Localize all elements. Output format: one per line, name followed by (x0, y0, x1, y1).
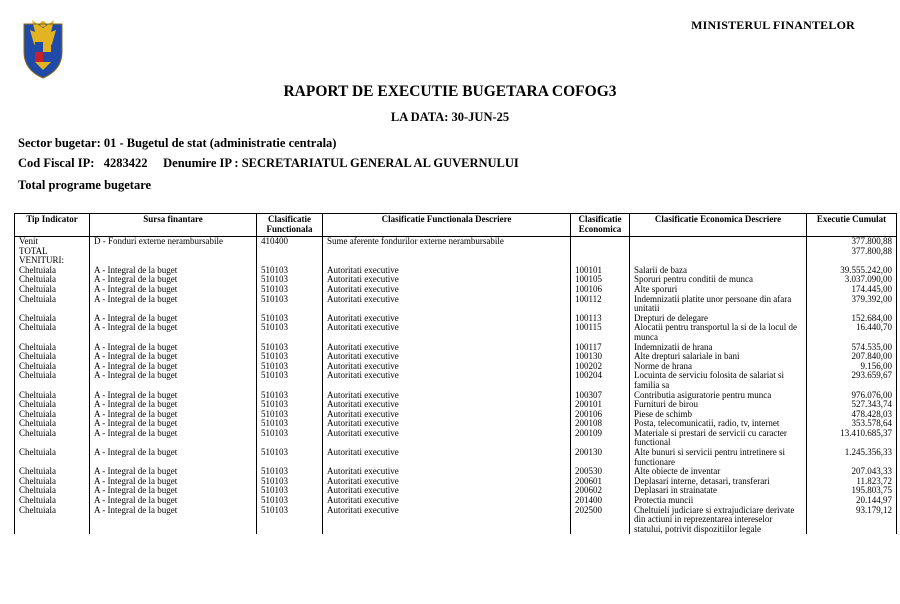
clasificatie-economica-cell: 100202 (571, 362, 630, 372)
table-row (15, 429, 897, 448)
table-row (15, 275, 897, 285)
table-row (15, 237, 897, 247)
column-header: Tip Indicator (15, 214, 90, 237)
functionala-descriere-cell: Autoritati executive (323, 506, 571, 535)
executie-cumulat-cell: 207.043,33 (807, 467, 897, 477)
functionala-descriere-cell: Autoritati executive (323, 429, 571, 448)
executie-cumulat-cell: 174.445,00 (807, 285, 897, 295)
tip-indicator-cell: Cheltuiala (15, 352, 90, 362)
executie-cumulat-cell: 377.800,88 (807, 237, 897, 247)
sursa-finantare-cell: A - Integral de la buget (90, 448, 257, 467)
total-programe: Total programe bugetare (18, 178, 152, 192)
tip-indicator-cell: Cheltuiala (15, 275, 90, 285)
executie-cumulat-cell: 13.410.685,37 (807, 429, 897, 448)
functionala-descriere-cell (323, 247, 571, 266)
report-title: RAPORT DE EXECUTIE BUGETARA COFOG3 (283, 83, 617, 100)
clasificatie-economica-cell: 201400 (571, 496, 630, 506)
economica-descriere-cell: Indemnizatii de hrana (630, 343, 807, 353)
table-row (15, 285, 897, 295)
sector-bugetar: Sector bugetar: 01 - Bugetul de stat (administratie centrala) (18, 136, 337, 150)
economica-descriere-cell: Alocatii pentru transportul la si de la locul de munca (630, 323, 807, 342)
sursa-finantare-cell: A - Integral de la buget (90, 275, 257, 285)
tip-indicator-cell: Cheltuiala (15, 323, 90, 342)
functionala-descriere-cell: Autoritati executive (323, 477, 571, 487)
clasificatie-economica-cell: 200101 (571, 400, 630, 410)
clasificatie-functionala-cell: 510103 (257, 506, 323, 535)
clasificatie-economica-cell: 200530 (571, 467, 630, 477)
functionala-descriere-cell: Autoritati executive (323, 371, 571, 390)
economica-descriere-cell (630, 237, 807, 247)
sursa-finantare-cell: A - Integral de la buget (90, 352, 257, 362)
clasificatie-economica-cell: 100204 (571, 371, 630, 390)
economica-descriere-cell: Piese de schimb (630, 410, 807, 420)
table-row (15, 266, 897, 276)
clasificatie-functionala-cell: 510103 (257, 362, 323, 372)
clasificatie-functionala-cell: 510103 (257, 486, 323, 496)
column-header: Clasificatie Functionala Descriere (323, 214, 571, 237)
tip-indicator-cell: Cheltuiala (15, 410, 90, 420)
column-header: Clasificatie Economica (571, 214, 630, 237)
tip-indicator-cell: Cheltuiala (15, 429, 90, 448)
functionala-descriere-cell: Autoritati executive (323, 391, 571, 401)
table-row (15, 362, 897, 372)
tip-indicator-cell: Cheltuiala (15, 362, 90, 372)
clasificatie-functionala-cell: 510103 (257, 275, 323, 285)
functionala-descriere-cell: Autoritati executive (323, 419, 571, 429)
clasificatie-economica-cell: 100307 (571, 391, 630, 401)
tip-indicator-cell: Cheltuiala (15, 400, 90, 410)
functionala-descriere-cell: Autoritati executive (323, 352, 571, 362)
sursa-finantare-cell: A - Integral de la buget (90, 371, 257, 390)
economica-descriere-cell: Deplasari interne, detasari, transferari (630, 477, 807, 487)
executie-cumulat-cell: 39.555.242,00 (807, 266, 897, 276)
column-header: Clasificatie Functionala (257, 214, 323, 237)
economica-descriere-cell: Locuinta de serviciu folosita de salariat si familia sa (630, 371, 807, 390)
clasificatie-economica-cell: 200108 (571, 419, 630, 429)
clasificatie-economica-cell: 200602 (571, 486, 630, 496)
tip-indicator-cell: Cheltuiala (15, 486, 90, 496)
tip-indicator-cell: Cheltuiala (15, 314, 90, 324)
clasificatie-economica-cell: 100113 (571, 314, 630, 324)
budget-execution-table (14, 213, 897, 534)
sursa-finantare-cell: A - Integral de la buget (90, 285, 257, 295)
executie-cumulat-cell: 207.840,00 (807, 352, 897, 362)
table-row (15, 419, 897, 429)
sursa-finantare-cell: A - Integral de la buget (90, 419, 257, 429)
economica-descriere-cell: Norme de hrana (630, 362, 807, 372)
cod-fiscal-label: Cod Fiscal IP: (18, 156, 95, 170)
sursa-finantare-cell: A - Integral de la buget (90, 391, 257, 401)
functionala-descriere-cell: Autoritati executive (323, 400, 571, 410)
tip-indicator-cell: Cheltuiala (15, 419, 90, 429)
table-row (15, 295, 897, 314)
clasificatie-functionala-cell: 510103 (257, 496, 323, 506)
tip-indicator-cell: Cheltuiala (15, 295, 90, 314)
functionala-descriere-cell: Autoritati executive (323, 323, 571, 342)
clasificatie-economica-cell: 200106 (571, 410, 630, 420)
column-header: Executie Cumulat (807, 214, 897, 237)
sursa-finantare-cell: D - Fonduri externe nerambursabile (90, 237, 257, 247)
table-row (15, 352, 897, 362)
clasificatie-economica-cell: 100101 (571, 266, 630, 276)
clasificatie-functionala-cell (257, 247, 323, 266)
sursa-finantare-cell: A - Integral de la buget (90, 467, 257, 477)
tip-indicator-cell: Cheltuiala (15, 467, 90, 477)
executie-cumulat-cell: 377.800,88 (807, 247, 897, 266)
clasificatie-functionala-cell: 510103 (257, 371, 323, 390)
table-row (15, 323, 897, 342)
sursa-finantare-cell: A - Integral de la buget (90, 266, 257, 276)
economica-descriere-cell: Protectia muncii (630, 496, 807, 506)
table-row (15, 247, 897, 266)
sursa-finantare-cell: A - Integral de la buget (90, 295, 257, 314)
executie-cumulat-cell: 574.535,00 (807, 343, 897, 353)
clasificatie-economica-cell: 100115 (571, 323, 630, 342)
clasificatie-functionala-cell: 510103 (257, 429, 323, 448)
economica-descriere-cell (630, 247, 807, 266)
clasificatie-functionala-cell: 510103 (257, 314, 323, 324)
economica-descriere-cell: Posta, telecomunicatii, radio, tv, internet (630, 419, 807, 429)
cod-fiscal-value: 4283422 (103, 156, 148, 170)
clasificatie-functionala-cell: 510103 (257, 467, 323, 477)
executie-cumulat-cell: 195.803,75 (807, 486, 897, 496)
ministry-name: MINISTERUL FINANTELOR (691, 18, 855, 32)
clasificatie-functionala-cell: 510103 (257, 285, 323, 295)
tip-indicator-cell: Cheltuiala (15, 266, 90, 276)
table-row (15, 506, 897, 535)
functionala-descriere-cell: Sume aferente fondurilor externe nerambursabile (323, 237, 571, 247)
clasificatie-economica-cell: 100130 (571, 352, 630, 362)
clasificatie-functionala-cell: 510103 (257, 448, 323, 467)
tip-indicator-cell: Cheltuiala (15, 391, 90, 401)
table-row (15, 448, 897, 467)
tip-indicator-cell: Cheltuiala (15, 496, 90, 506)
economica-descriere-cell: Sporuri pentru conditii de munca (630, 275, 807, 285)
clasificatie-economica-cell: 100105 (571, 275, 630, 285)
tip-indicator-cell: Cheltuiala (15, 343, 90, 353)
column-header: Sursa finantare (90, 214, 257, 237)
tip-indicator-cell: Cheltuiala (15, 448, 90, 467)
economica-descriere-cell: Furnituri de birou (630, 400, 807, 410)
functionala-descriere-cell: Autoritati executive (323, 486, 571, 496)
economica-descriere-cell: Drepturi de delegare (630, 314, 807, 324)
sursa-finantare-cell: A - Integral de la buget (90, 496, 257, 506)
tip-indicator-cell: Cheltuiala (15, 477, 90, 487)
sursa-finantare-cell: A - Integral de la buget (90, 314, 257, 324)
functionala-descriere-cell: Autoritati executive (323, 496, 571, 506)
clasificatie-functionala-cell: 510103 (257, 400, 323, 410)
executie-cumulat-cell: 1.245.356,33 (807, 448, 897, 467)
executie-cumulat-cell: 3.037.090,00 (807, 275, 897, 285)
sursa-finantare-cell: A - Integral de la buget (90, 506, 257, 535)
tip-indicator-cell: Cheltuiala (15, 506, 90, 535)
clasificatie-functionala-cell: 510103 (257, 410, 323, 420)
sursa-finantare-cell: A - Integral de la buget (90, 477, 257, 487)
economica-descriere-cell: Alte obiecte de inventar (630, 467, 807, 477)
table-row (15, 343, 897, 353)
clasificatie-economica-cell: 100106 (571, 285, 630, 295)
clasificatie-economica-cell (571, 247, 630, 266)
clasificatie-functionala-cell: 510103 (257, 419, 323, 429)
functionala-descriere-cell: Autoritati executive (323, 362, 571, 372)
functionala-descriere-cell: Autoritati executive (323, 410, 571, 420)
economica-descriere-cell: Alte bunuri si servicii pentru intretinere si functionare (630, 448, 807, 467)
clasificatie-economica-cell (571, 237, 630, 247)
clasificatie-functionala-cell: 510103 (257, 477, 323, 487)
table-row (15, 371, 897, 390)
tip-indicator-cell: Venit (15, 237, 90, 247)
tip-indicator-cell: TOTAL VENITURI: (15, 247, 90, 266)
table-row (15, 391, 897, 401)
clasificatie-economica-cell: 100117 (571, 343, 630, 353)
denumire-label: Denumire IP : (163, 156, 239, 170)
executie-cumulat-cell: 379.392,00 (807, 295, 897, 314)
table-header-row (15, 214, 897, 237)
clasificatie-economica-cell: 200130 (571, 448, 630, 467)
tip-indicator-cell: Cheltuiala (15, 285, 90, 295)
clasificatie-functionala-cell: 510103 (257, 352, 323, 362)
clasificatie-functionala-cell: 510103 (257, 323, 323, 342)
sursa-finantare-cell: A - Integral de la buget (90, 429, 257, 448)
cod-fiscal-line (18, 156, 519, 171)
clasificatie-economica-cell: 100112 (571, 295, 630, 314)
functionala-descriere-cell: Autoritati executive (323, 467, 571, 477)
functionala-descriere-cell: Autoritati executive (323, 314, 571, 324)
functionala-descriere-cell: Autoritati executive (323, 266, 571, 276)
table-row (15, 486, 897, 496)
column-header: Clasificatie Economica Descriere (630, 214, 807, 237)
functionala-descriere-cell: Autoritati executive (323, 448, 571, 467)
sursa-finantare-cell: A - Integral de la buget (90, 343, 257, 353)
clasificatie-functionala-cell: 410400 (257, 237, 323, 247)
table-row (15, 496, 897, 506)
executie-cumulat-cell: 93.179,12 (807, 506, 897, 535)
executie-cumulat-cell: 11.823,72 (807, 477, 897, 487)
sursa-finantare-cell: A - Integral de la buget (90, 400, 257, 410)
functionala-descriere-cell: Autoritati executive (323, 295, 571, 314)
economica-descriere-cell: Alte sporuri (630, 285, 807, 295)
economica-descriere-cell: Materiale si prestari de servicii cu caracter functional (630, 429, 807, 448)
economica-descriere-cell: Contributia asiguratorie pentru munca (630, 391, 807, 401)
denumire-value: SECRETARIATUL GENERAL AL GUVERNULUI (241, 156, 519, 170)
table-row (15, 410, 897, 420)
executie-cumulat-cell: 478.428,03 (807, 410, 897, 420)
economica-descriere-cell: Indemnizatii platite unor persoane din afara unitatii (630, 295, 807, 314)
executie-cumulat-cell: 527.343,74 (807, 400, 897, 410)
executie-cumulat-cell: 976.076,00 (807, 391, 897, 401)
clasificatie-functionala-cell: 510103 (257, 391, 323, 401)
table-row (15, 467, 897, 477)
sursa-finantare-cell: A - Integral de la buget (90, 410, 257, 420)
executie-cumulat-cell: 152.684,00 (807, 314, 897, 324)
sursa-finantare-cell (90, 247, 257, 266)
clasificatie-functionala-cell: 510103 (257, 295, 323, 314)
clasificatie-functionala-cell: 510103 (257, 343, 323, 353)
sursa-finantare-cell: A - Integral de la buget (90, 323, 257, 342)
executie-cumulat-cell: 293.659,67 (807, 371, 897, 390)
table-row (15, 400, 897, 410)
executie-cumulat-cell: 20.144,97 (807, 496, 897, 506)
economica-descriere-cell: Cheltuieli judiciare si extrajudiciare derivate din actiuni in reprezentarea intereselor statului, potrivit dispozitiilor legale (630, 506, 807, 535)
economica-descriere-cell: Deplasari in strainatate (630, 486, 807, 496)
clasificatie-economica-cell: 202500 (571, 506, 630, 535)
tip-indicator-cell: Cheltuiala (15, 371, 90, 390)
table-row (15, 477, 897, 487)
executie-cumulat-cell: 353.578,64 (807, 419, 897, 429)
economica-descriere-cell: Alte drepturi salariale in bani (630, 352, 807, 362)
functionala-descriere-cell: Autoritati executive (323, 343, 571, 353)
executie-cumulat-cell: 9.156,00 (807, 362, 897, 372)
functionala-descriere-cell: Autoritati executive (323, 275, 571, 285)
executie-cumulat-cell: 16.440,70 (807, 323, 897, 342)
sursa-finantare-cell: A - Integral de la buget (90, 362, 257, 372)
report-date: LA DATA: 30-JUN-25 (390, 110, 510, 124)
clasificatie-economica-cell: 200109 (571, 429, 630, 448)
coat-of-arms-icon (20, 16, 66, 80)
clasificatie-economica-cell: 200601 (571, 477, 630, 487)
table-row (15, 314, 897, 324)
economica-descriere-cell: Salarii de baza (630, 266, 807, 276)
functionala-descriere-cell: Autoritati executive (323, 285, 571, 295)
sursa-finantare-cell: A - Integral de la buget (90, 486, 257, 496)
clasificatie-functionala-cell: 510103 (257, 266, 323, 276)
